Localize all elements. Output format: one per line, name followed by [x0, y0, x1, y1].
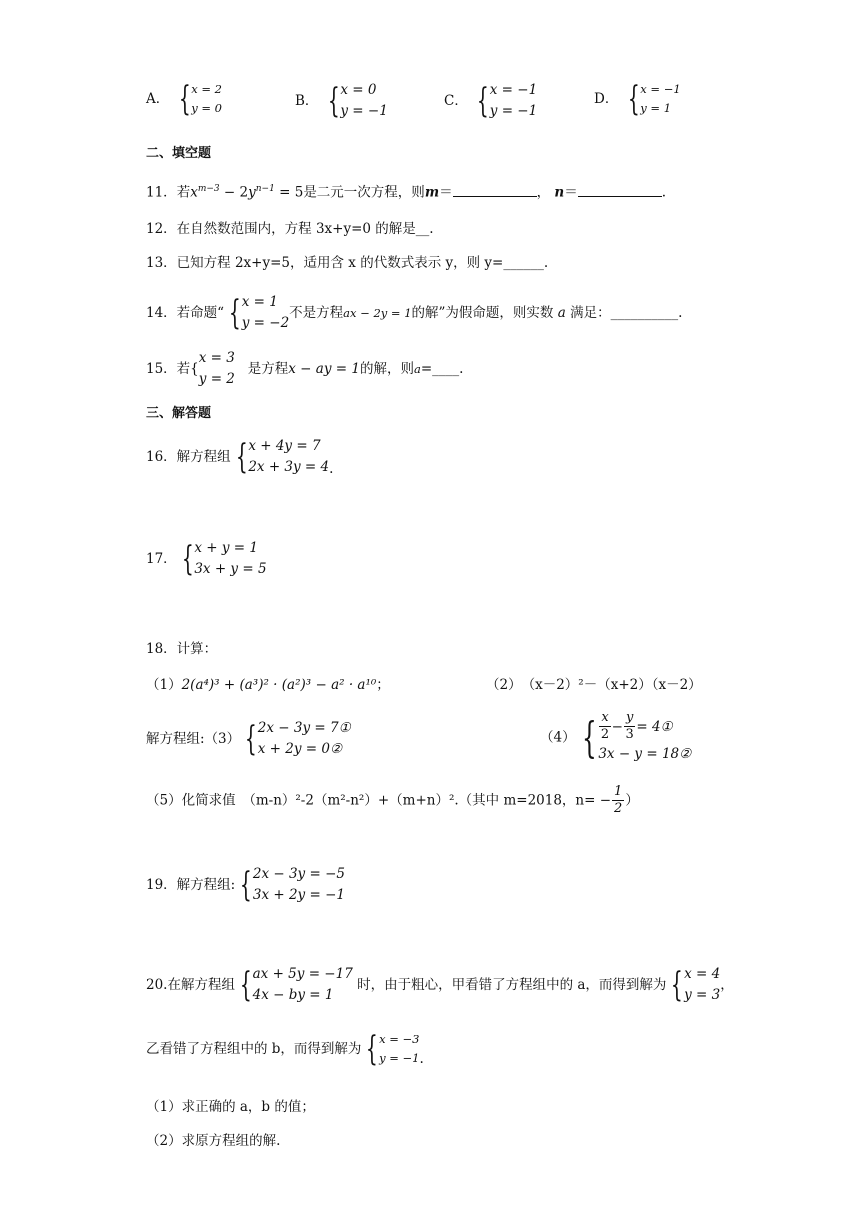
- choice-b: B． { x = 0 y = −1: [295, 81, 388, 121]
- choice-d: D． { x = −1 y = 1: [594, 79, 681, 119]
- question-16: 16．解方程组 { x + 4y = 7 2x + 3y = 4 .: [146, 437, 334, 477]
- question-12: 12．在自然数范围内，方程 3x+y=0 的解是__.: [146, 221, 434, 237]
- question-18-part-2: （2） （x－2）²－（x+2）（x－2）: [486, 677, 702, 693]
- section-answer-heading: 三、解答题: [146, 406, 212, 421]
- question-18-part-5: （5）化简求值 （m-n）²-2（m²-n²）+（m+n）².（其中 m=2018，n= − $\frac{1}{2}$ ）: [146, 784, 639, 816]
- question-20-line-2: 乙看错了方程组中的 b，而得到解为 { x = −3 y = −1 .: [146, 1029, 424, 1069]
- question-18-part-4: （4） { $\frac{x}{2}$ − $\frac{y}{3}$ = 4① 3x − y = 18②: [540, 710, 692, 762]
- section-fill-in-heading: 二、填空题: [146, 146, 212, 161]
- question-20-sub-1: （1）求正确的 a，b 的值；: [146, 1099, 315, 1115]
- question-17: 17． { x + y = 1 3x + y = 5: [146, 539, 267, 579]
- question-13: 13．已知方程 2x+y=5，适用含 x 的代数式表示 y，则 y=______.: [146, 255, 549, 271]
- question-18-part-3: 解方程组:（3） { 2x − 3y = 7① x + 2y = 0②: [146, 719, 351, 759]
- question-20-sub-2: （2）求原方程组的解.: [146, 1133, 281, 1149]
- question-20: 20.在解方程组 { ax + 5y = −17 4x − by = 1 时，由于粗心，甲看错了方程组中的 a，而得到解为 { x = 4 y = 3 ，: [146, 965, 734, 1005]
- question-18-part-1: （1）2(a⁴)³ + (a³)² · (a²)³ − a² · a¹⁰；: [146, 677, 390, 693]
- question-11: 11．若$x^{m-3} - 2y^{n-1} = 5$是二元一次方程，则m＝ ， n＝ .: [146, 180, 666, 202]
- question-15: 15．若{ x = 3 y = 2 是方程x − ay = 1的解，则a=____.: [146, 350, 464, 387]
- question-14: 14．若命题“ { x = 1 y = −2 不是方程ax − 2y = 1的解”为假命题，则实数 a 满足：__________.: [146, 293, 683, 333]
- question-18-title: 18．计算：: [146, 641, 218, 657]
- question-19: 19．解方程组: { 2x − 3y = −5 3x + 2y = −1: [146, 865, 345, 905]
- choice-a: A． { x = 2 y = 0: [146, 79, 222, 119]
- choice-c: C． { x = −1 y = −1: [444, 81, 538, 121]
